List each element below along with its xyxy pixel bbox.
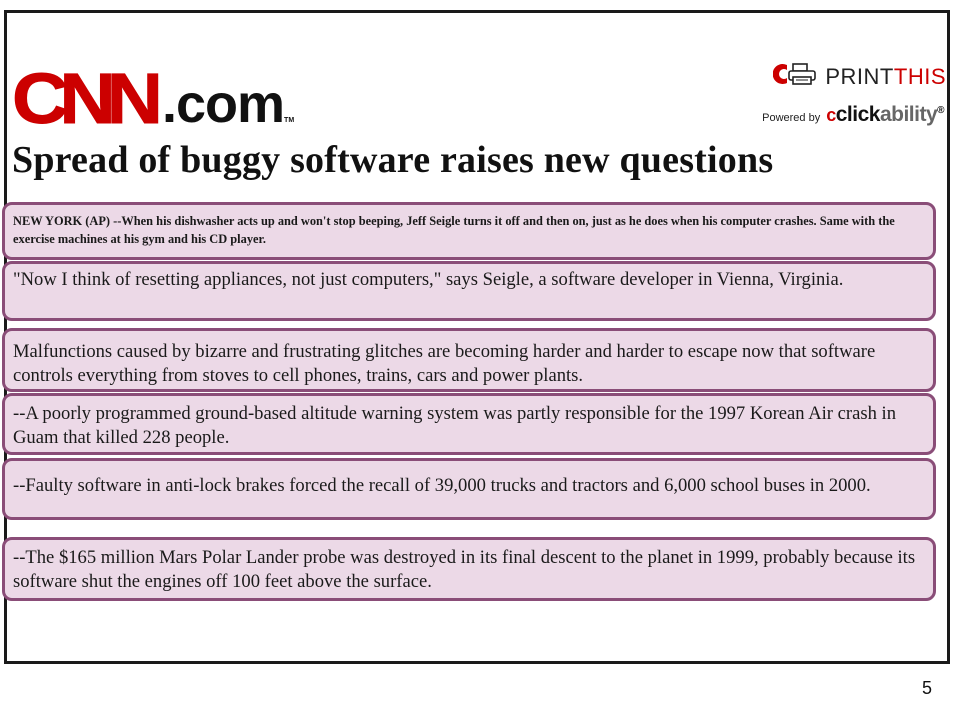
logo-trademark: TM [284, 117, 295, 124]
slide-page-number: 5 [921, 678, 932, 698]
highlighted-paragraph-2 [2, 261, 936, 321]
article-headline: Spread of buggy software raises new questions [12, 139, 774, 181]
print-this-button[interactable] [773, 62, 946, 92]
paragraph-text: --A poorly programmed ground-based altitude warning system was partly responsible for the 1997 Korean Air crash in Guam that killed 228 people. [13, 403, 896, 448]
highlighted-paragraph-6 [2, 537, 936, 601]
paragraph-text: Malfunctions caused by bizarre and frustrating glitches are becoming harder and harder to escape now that software controls everything from stoves to cell phones, trains, cars and power plants. [13, 341, 876, 386]
paragraph-text: "Now I think of resetting appliances, not just computers," says Seigle, a software developer in Vienna, Virginia. [13, 269, 844, 290]
paragraph-text: NEW YORK (AP) --When his dishwasher acts up and won't stop beeping, Jeff Seigle turns it off and then on, just as he does when his computer crashes. Same with the exercise machines at his gym and his CD player. [13, 214, 895, 246]
print-label: PRINT [825, 64, 894, 89]
logo-dotcom-text: .com [162, 74, 285, 134]
paragraph-text: --The $165 million Mars Polar Lander probe was destroyed in its final descent to the planet in 1999, probably because its software shut the engines off 100 feet above the surface. [13, 547, 916, 592]
paragraph-text: --Faulty software in anti-lock brakes forced the recall of 39,000 trucks and tractors and 6,000 school buses in 2000. [13, 475, 871, 496]
highlighted-paragraph-5 [2, 458, 936, 520]
clickability-ability: ability [879, 103, 938, 126]
highlighted-paragraph-1 [2, 202, 936, 260]
printer-icon [773, 62, 819, 92]
this-label: THIS [893, 64, 946, 89]
registered-mark: ® [937, 105, 944, 116]
logo-cnn-text: CNN [12, 57, 154, 139]
clickability-mark: c [826, 105, 836, 125]
cnn-logo [12, 56, 295, 139]
powered-by-clickability [762, 103, 944, 127]
highlighted-paragraph-3 [2, 328, 936, 392]
powered-by-label: Powered by [762, 112, 821, 124]
highlighted-paragraph-4 [2, 393, 936, 455]
clickability-logo [826, 103, 944, 127]
clickability-click: click [835, 103, 880, 126]
